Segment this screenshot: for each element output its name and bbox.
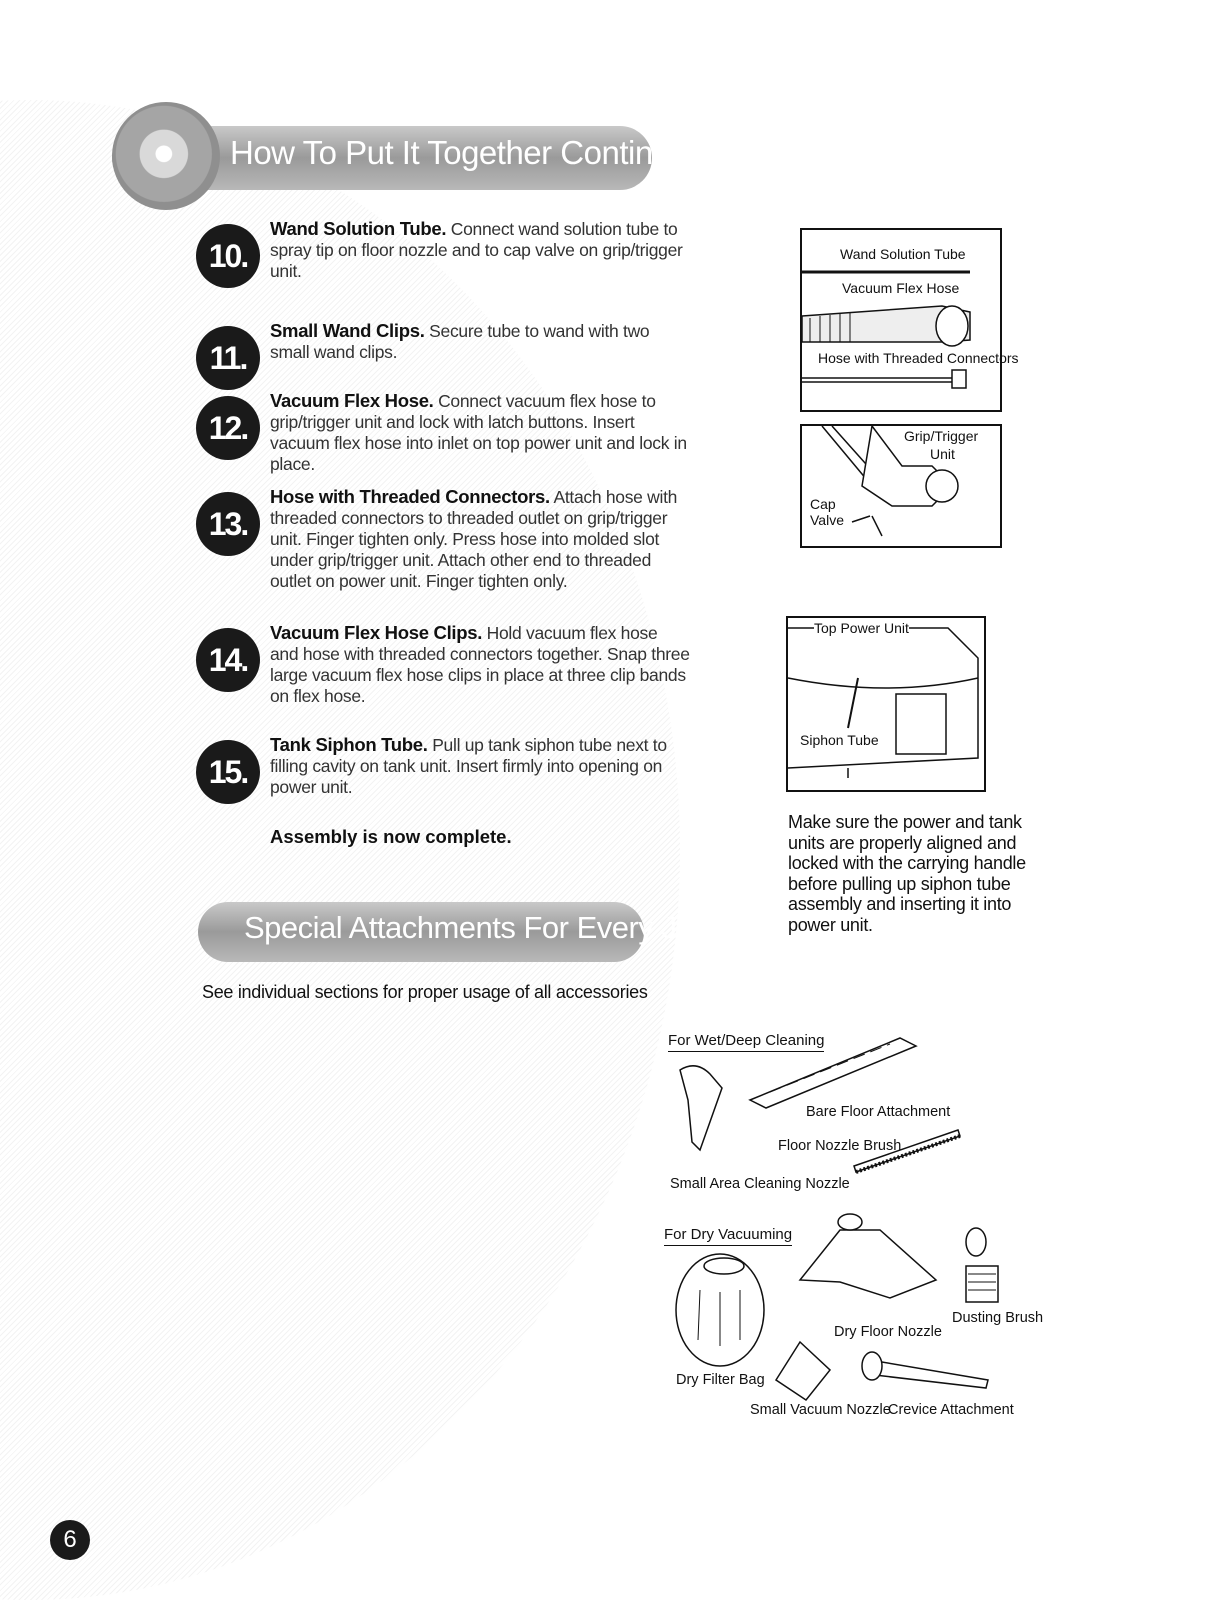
- step-number: 14.: [196, 628, 260, 692]
- figure-grip-trigger: [800, 424, 1002, 548]
- step-title: Hose with Threaded Connectors.: [270, 486, 550, 507]
- label-grip-trigger: Grip/Trigger: [904, 428, 979, 444]
- step-number: 11.: [196, 326, 260, 390]
- step-text: Connect vacuum flex hose to grip/trigger unit and lock with latch buttons. Insert vacuum flex hose into inlet on top power unit and lock in place.: [270, 391, 687, 474]
- step-body: [270, 734, 690, 798]
- alignment-note: Make sure the power and tank units are properly aligned and locked with the carrying handle before pulling up siphon tube assembly and inserting it into power unit.: [788, 812, 1026, 935]
- grip-trigger-illustration: [802, 426, 1000, 546]
- step-body: [270, 320, 690, 363]
- step-text: Pull up tank siphon tube next to filling cavity on tank unit. Insert firmly into opening on power unit.: [270, 735, 667, 797]
- step-title: Tank Siphon Tube.: [270, 734, 428, 755]
- label-wand-solution-tube: Wand Solution Tube: [840, 246, 966, 262]
- figure-power-unit: [786, 616, 986, 792]
- step-body: [270, 486, 690, 592]
- section-banner-attachments: [198, 902, 710, 962]
- label-bare-floor-attachment: Bare Floor Attachment: [806, 1104, 951, 1120]
- step-body: [270, 218, 690, 282]
- label-floor-nozzle-brush: Floor Nozzle Brush: [778, 1138, 902, 1154]
- label-small-area-nozzle: Small Area Cleaning Nozzle: [670, 1176, 850, 1192]
- step-title: Vacuum Flex Hose Clips.: [270, 622, 483, 643]
- banner-orb-icon: [112, 102, 220, 210]
- step-number: 10.: [196, 224, 260, 288]
- wet-cleaning-heading: For Wet/Deep Cleaning: [668, 1032, 824, 1052]
- label-grip-unit: Unit: [930, 446, 955, 462]
- step-text: Attach hose with threaded connectors to threaded outlet on grip/trigger unit. Finger tighten only. Press hose into molded slot under grip/trigger unit. Attach other end to threaded outlet on power unit. Finger tighten only.: [270, 487, 678, 591]
- label-crevice-attachment: Crevice Attachment: [888, 1402, 1014, 1418]
- step-body: [270, 622, 690, 707]
- label-small-vacuum-nozzle: Small Vacuum Nozzle: [750, 1402, 891, 1418]
- step-title: Vacuum Flex Hose.: [270, 390, 434, 411]
- step-title: Wand Solution Tube.: [270, 218, 447, 239]
- step-text: Secure tube to wand with two small wand clips.: [270, 321, 650, 362]
- accessories-illustration: [660, 1030, 1080, 1430]
- step-number: 12.: [196, 396, 260, 460]
- attachments-title: Special Attachments For Every Job: [244, 910, 710, 945]
- step-text: Connect wand solution tube to spray tip on floor nozzle and to cap valve on grip/trigger unit.: [270, 219, 683, 281]
- label-cap: Cap: [810, 496, 836, 512]
- section-banner-assembly: [112, 126, 707, 190]
- step-text: Hold vacuum flex hose and hose with threaded connectors together. Snap three large vacuum flex hose clips in place at three clip bands on flex hose.: [270, 623, 690, 706]
- accessories-note: See individual sections for proper usage of all accessories: [202, 982, 648, 1002]
- label-threaded-hose: Hose with Threaded Connectors: [818, 350, 1019, 366]
- label-dry-floor-nozzle: Dry Floor Nozzle: [834, 1324, 942, 1340]
- label-dry-filter-bag: Dry Filter Bag: [676, 1372, 765, 1388]
- power-unit-illustration: [788, 618, 984, 790]
- label-dusting-brush: Dusting Brush: [952, 1310, 1044, 1326]
- label-vacuum-flex-hose: Vacuum Flex Hose: [842, 280, 960, 296]
- wand-hose-illustration: [802, 230, 1000, 410]
- step-title: Small Wand Clips.: [270, 320, 425, 341]
- step-number: 13.: [196, 492, 260, 556]
- label-siphon-tube: Siphon Tube: [800, 732, 879, 748]
- step-body: [270, 390, 690, 475]
- page-number: 6: [50, 1520, 90, 1560]
- assembly-complete: Assembly is now complete.: [270, 826, 512, 847]
- dry-vacuuming-heading: For Dry Vacuuming: [664, 1226, 792, 1246]
- step-number: 15.: [196, 740, 260, 804]
- label-top-power-unit: Top Power Unit: [814, 620, 909, 636]
- label-valve: Valve: [810, 512, 844, 528]
- figure-wand-hose: [800, 228, 1019, 412]
- section-title: How To Put It Together Continued: [230, 134, 707, 171]
